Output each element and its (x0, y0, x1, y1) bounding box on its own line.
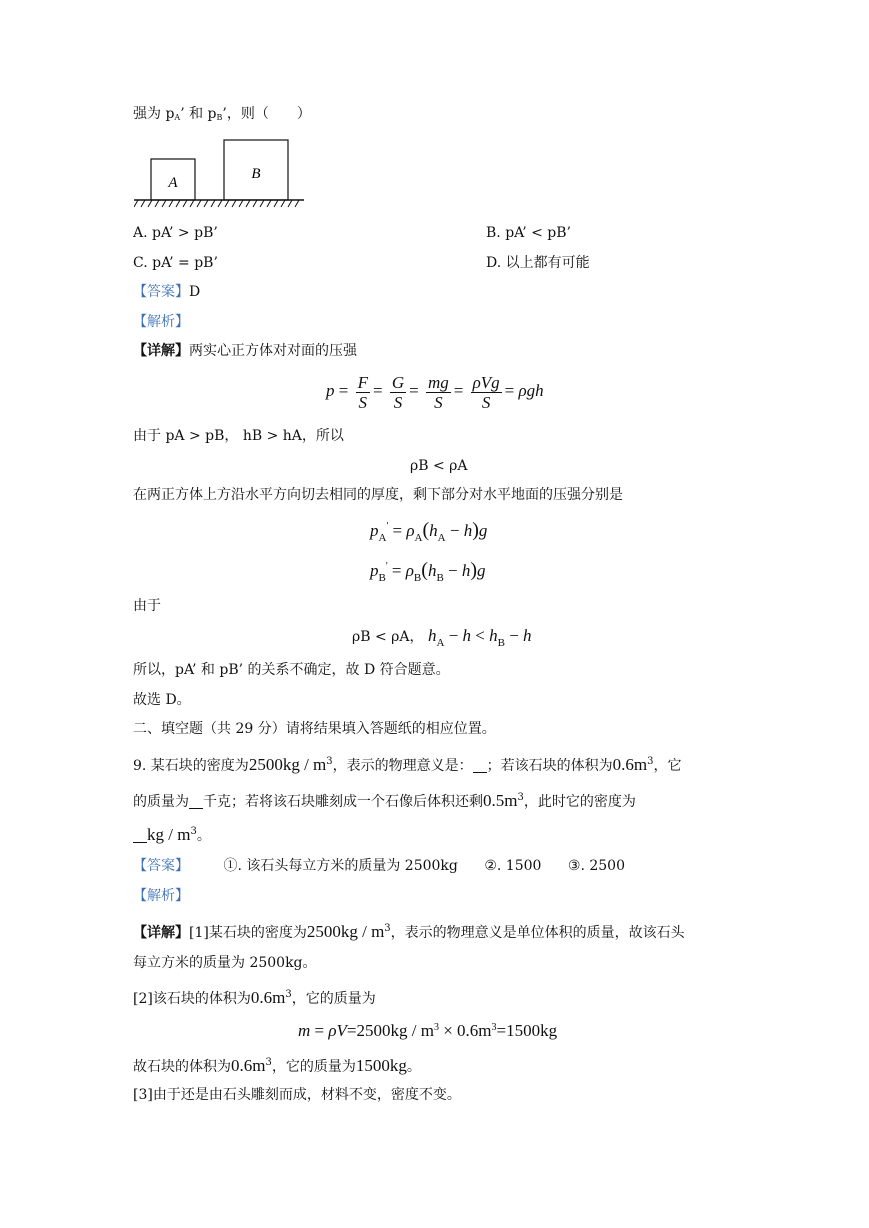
blocks-figure (134, 136, 306, 212)
line-cut: 在两正方体上方沿水平方向切去相同的厚度，剩下部分对水平地面的压强分别是 (133, 487, 623, 503)
q9-text: ，表示的物理意义是： (332, 758, 473, 774)
answer-3: . 2500 (580, 858, 625, 874)
answer-blank (473, 758, 487, 773)
answer-2-number: ② (484, 858, 497, 874)
mass-value: 1500kg (355, 1056, 407, 1075)
density-value: 2500kg / m (306, 922, 385, 941)
q9-detail-2: 每立方米的质量为 2500kg。 (133, 955, 317, 971)
q8-detail (133, 341, 357, 361)
volume-value: 0.5m (483, 791, 518, 810)
volume-value: 0.6m (231, 1056, 266, 1075)
answer-3-number: ③ (567, 858, 581, 874)
answer-blank (133, 828, 147, 843)
detail-text: ，它的质量为 (291, 991, 376, 1007)
q9-detail-6: [3]由于还是由石头雕刻而成，材料不变，密度不变。 (133, 1087, 461, 1103)
q8-analysis-label: 【解析】 (133, 314, 189, 330)
answer-2: . 1500 (496, 858, 542, 874)
answer-label: 【答案】 (133, 284, 189, 300)
line-choose: 故选 D。 (133, 692, 191, 708)
since2-formula: ρB < ρA， $h_A - h < h_B - h$ (352, 626, 532, 649)
q9-line-3: kg / $m^3$。 (133, 822, 211, 846)
detail-text: 两实心正方体对对面的压强 (189, 343, 357, 359)
stem-tail: ’，则（ ） (222, 106, 311, 122)
pressure-formula: p = $\frac{F}{S}$ = $\frac{G}{S}$ = $\frac{mg}{S}$ = $\frac{\text{ρVg}}{S}$ = ρgh (326, 372, 544, 412)
section-2-heading: 二、填空题（共 29 分）请将结果填入答题纸的相应位置。 (133, 721, 496, 737)
mass-formula: $m = \rho V=2500kg / m^3 \times 0.6m^3=1500kg$ (298, 1021, 558, 1040)
detail-text: ，它的质量为 (271, 1059, 356, 1075)
density-value: 2500kg / m (248, 755, 327, 774)
detail-text: [2]该石块的体积为 (133, 991, 251, 1007)
q9-text: 的质量为 (133, 794, 189, 810)
option-b: B. pA’ < pB’ (486, 225, 571, 241)
ground-hatch (134, 200, 299, 207)
answer-blank (189, 794, 203, 809)
q8-answer (133, 282, 200, 302)
q9-line-2: 的质量为 千克；若将该石块雕刻成一个石像后体积还剩$0.5m^3$，此时它的密度为 (133, 791, 636, 810)
stem-text: 强为 p (133, 106, 175, 122)
q9-text: ，此时它的密度为 (523, 794, 636, 810)
q9-analysis-label: 【解析】 (133, 888, 189, 904)
line-so: 所以，pA’ 和 pB’ 的关系不确定，故 D 符合题意。 (133, 662, 450, 678)
q9-text: ，它 (653, 758, 682, 774)
answer-1: . 该石头每立方米的质量为 2500kg (237, 858, 458, 874)
option-d: D. 以上都有可能 (486, 255, 590, 271)
subscript-a: A (174, 113, 181, 122)
detail-label: 【详解】 (133, 925, 189, 941)
answer-1-number: ① (223, 858, 238, 874)
volume-value: 0.6m (250, 988, 286, 1007)
q9-answer (133, 856, 625, 876)
detail-text: ，表示的物理意义是单位体积的质量，故该石头 (390, 925, 685, 941)
q9-detail-1: 【详解】[1]某石块的密度为$2500kg / m^3$，表示的物理意义是单位体积的质量，故该石头 (133, 922, 685, 941)
formula-pa: $p_A' = \rho_A(h_A - h)g$ (370, 519, 488, 544)
eq-part: =1500kg (496, 1021, 558, 1040)
q9-text: ；若该石块的体积为 (486, 758, 613, 774)
q9-text: 。 (196, 828, 211, 844)
line-since: 由于 pA > pB， hB > hA，所以 (133, 428, 344, 444)
subscript-b: B (216, 113, 223, 122)
q9-line-1: 9. 某石块的密度为$2500kg / m^3$，表示的物理意义是： ；若该石块的体积为$0.6m^3$，它 (133, 755, 682, 774)
q9-text: 9. 某石块的密度为 (133, 758, 249, 774)
block-b-label: B (251, 166, 261, 182)
detail-text: 。 (406, 1059, 421, 1075)
volume-value: 0.6m (612, 755, 648, 774)
answer-label: 【答案】 (133, 858, 189, 874)
line-since2: 由于 (133, 598, 161, 614)
rho-relation: ρB < ρA (410, 458, 468, 474)
detail-text: [1]某石块的密度为 (189, 925, 307, 941)
stem-sep: ’ 和 p (180, 106, 217, 122)
option-a: A. pA’ > pB’ (133, 225, 218, 241)
eq-part: × 0.6m (443, 1021, 492, 1040)
eq-part: =2500kg / m (346, 1021, 434, 1040)
detail-label: 【详解】 (133, 343, 189, 359)
q9-detail-5: 故石块的体积为$0.6m^3$，它的质量为1500kg。 (133, 1056, 421, 1075)
q8-stem-tail (133, 104, 311, 128)
formula-pb: $p_B' = \rho_B(h_B - h)g$ (370, 559, 486, 584)
rho-compare: ρB < ρA， (352, 629, 424, 645)
q9-detail-3: [2]该石块的体积为$0.6m^3$，它的质量为 (133, 988, 376, 1007)
block-a-label: A (168, 175, 178, 191)
option-c: C. pA’ = pB’ (133, 255, 218, 271)
q9-text: 千克；若将该石块雕刻成一个石像后体积还剩 (203, 794, 483, 810)
detail-text: 故石块的体积为 (133, 1059, 231, 1075)
answer-value: D (189, 284, 201, 300)
unit: kg / m (147, 825, 191, 844)
